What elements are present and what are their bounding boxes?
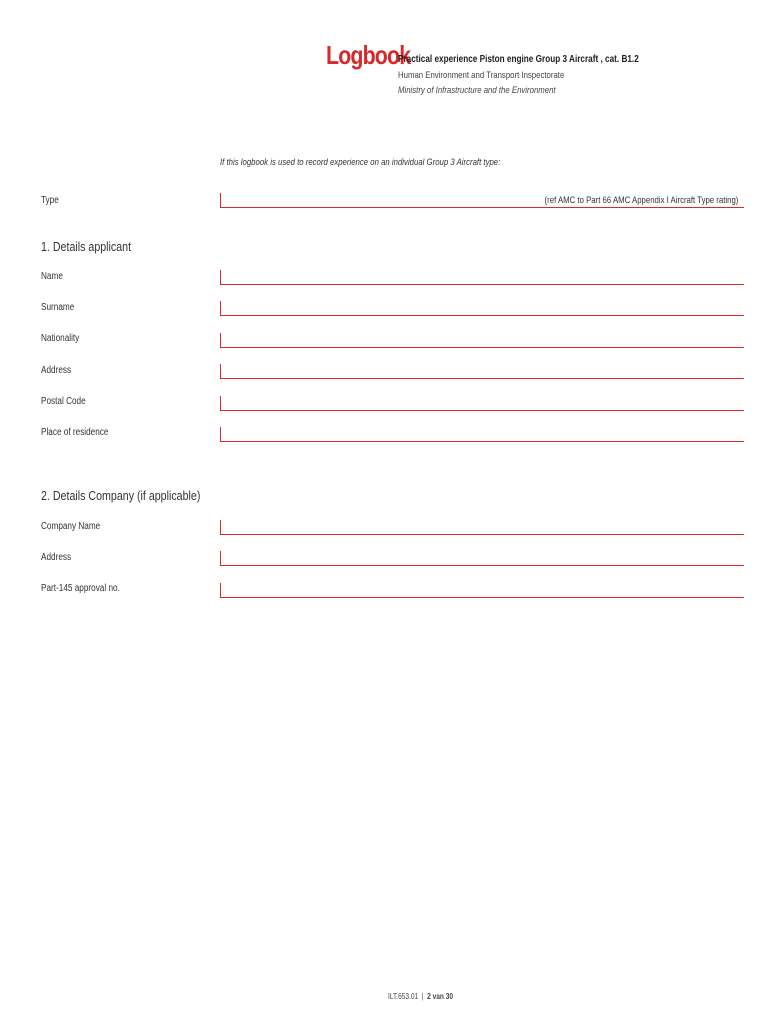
document-title: Practical experience Piston engine Group 3 Aircraft , cat. B1.2 [398,54,639,65]
part-145-approval-label: Part-145 approval no. [41,583,120,594]
page-number: 2 van 30 [427,992,454,1001]
section-heading-applicant: 1. Details applicant [41,239,132,254]
type-reference-note: (ref AMC to Part 66 AMC Appendix I Aircraft Type rating) [544,195,738,206]
section-heading-company: 2. Details Company (if applicable) [41,488,201,503]
place-of-residence-field[interactable] [220,427,744,442]
postal-code-field[interactable] [220,396,744,411]
document-code: ILT.653.01 [388,992,419,1001]
nationality-label: Nationality [41,333,80,344]
type-label: Type [41,195,59,206]
company-name-field[interactable] [220,520,744,535]
ministry-name: Ministry of Infrastructure and the Environment [398,85,556,96]
nationality-field[interactable] [220,333,744,348]
logbook-logo: Logbook [326,40,411,70]
place-of-residence-label: Place of residence [41,427,109,438]
footer-separator: | [421,992,424,1001]
surname-label: Surname [41,302,75,313]
company-address-label: Address [41,552,72,563]
page-footer [388,992,453,1001]
part-145-approval-field[interactable] [220,583,744,598]
surname-field[interactable] [220,301,744,316]
address-field[interactable] [220,364,744,379]
company-name-label: Company Name [41,521,101,532]
company-address-field[interactable] [220,551,744,566]
organisation-name: Human Environment and Transport Inspectorate [398,70,565,81]
name-label: Name [41,271,63,282]
address-label: Address [41,365,72,376]
intro-text: If this logbook is used to record experience on an individual Group 3 Aircraft type: [220,157,501,168]
name-field[interactable] [220,270,744,285]
postal-code-label: Postal Code [41,396,86,407]
